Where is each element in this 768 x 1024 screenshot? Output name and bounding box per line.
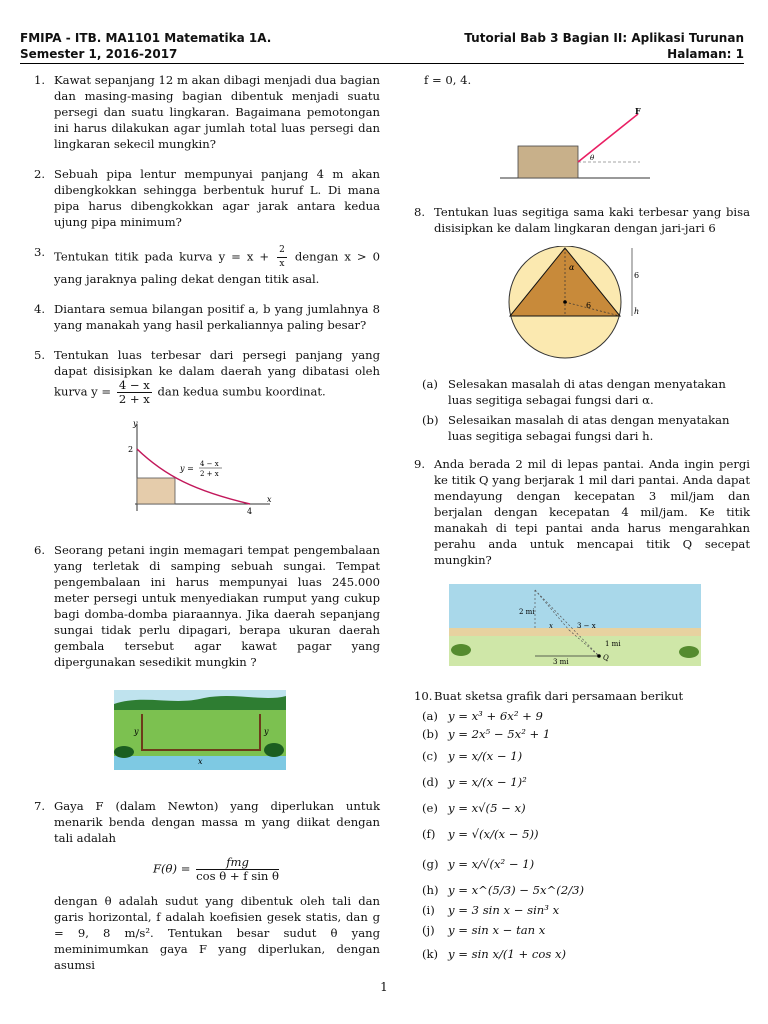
angle-label: α xyxy=(569,263,575,272)
problem-text: dan kedua sumbu koordinat. xyxy=(153,384,326,399)
angle-label: θ xyxy=(590,154,595,162)
distance-label: x xyxy=(549,622,553,630)
equation-item: (i) y = 3 sin x − sin³ x xyxy=(422,903,560,917)
equation-item: (k) y = sin x/(1 + cos x) xyxy=(422,947,567,961)
problem-5 xyxy=(20,347,380,406)
height-label: h xyxy=(634,307,640,316)
point-label: Q xyxy=(603,654,609,662)
problem-text: Seorang petani ingin memagari tempat pengembalaan yang terletak di samping sebuah sungai. Tempat pengembalaan ini harus mempunyai luas 245.000 meter persegi untuk menyediakan rumput yang cukup bagi domba-domba piaraannya. Jika daerah sepanjang sungai tidak perlu dipagari, berapa ukuran daerah gembala tersebut agar kawat pagar yang dipergunakan sesedikit mungkin ? xyxy=(54,543,380,669)
problem-2 xyxy=(20,166,380,230)
tick-label: 4 xyxy=(247,507,253,516)
equation-item: (j) y = sin x − tan x xyxy=(422,923,546,937)
problem-number: 9. xyxy=(414,457,426,471)
fence-side-label: y xyxy=(264,727,269,736)
problem-3 xyxy=(20,244,380,287)
distance-label: 3 mi xyxy=(553,658,569,666)
page-number: 1 xyxy=(380,980,388,994)
problem-text: Tentukan luas terbesar dari persegi panjang yang dapat disisipkan ke dalam daerah yang dibatasi oleh kurva y = xyxy=(54,348,380,399)
tick-label: 2 xyxy=(128,445,134,454)
radius-label: 6 xyxy=(586,301,592,310)
problem-text: dengan θ adalah sudut yang dibentuk oleh tali dan garis horizontal, f adalah koefisien gesek statis, dan g = 9, 8 m/s². Tentukan besar sudut θ yang meminimumkan gaya F yang diperlukan, dengan asumsi xyxy=(54,894,380,972)
header-rule xyxy=(20,63,744,64)
fraction: $\frac{4 - x}{2 + x}$ xyxy=(118,378,150,406)
course-title: FMIPA - ITB. MA1101 Matematika 1A. xyxy=(20,31,272,45)
page-label: Halaman: 1 xyxy=(667,47,744,61)
equation-item: (a) y = x³ + 6x² + 9 xyxy=(422,709,543,723)
shore-figure xyxy=(449,584,701,666)
problem-6 xyxy=(20,542,380,670)
left-column xyxy=(20,72,380,973)
problem-number: 2. xyxy=(34,167,46,181)
problem-number: 8. xyxy=(414,205,426,219)
equation-item: (f) y = √(x/(x − 5)) xyxy=(422,827,539,841)
equation-item: (e) y = x√(5 − x) xyxy=(422,801,526,815)
problem-8a: (a) Selesakan masalah di atas dengan menyatakan luas segitiga sebagai fungsi dari α. xyxy=(422,377,726,407)
equation-item: (d) y = x/(x − 1)² xyxy=(422,775,527,789)
problem-text: dengan x > 0 yang jaraknya paling dekat dengan titik asal. xyxy=(54,249,380,286)
x-axis-label: x xyxy=(267,495,272,504)
problem-number: 4. xyxy=(34,302,46,316)
inscribed-rectangle xyxy=(137,478,175,504)
rope xyxy=(578,114,638,162)
tutorial-title: Tutorial Bab 3 Bagian II: Aplikasi Turunan xyxy=(464,31,744,45)
problem-number: 6. xyxy=(34,543,46,557)
problem-number: 1. xyxy=(34,73,46,87)
problem-number: 7. xyxy=(34,799,46,813)
problem-1 xyxy=(20,72,380,152)
problem-text: Tentukan luas segitiga sama kaki terbesar yang bisa disisipkan ke dalam lingkaran dengan jari-jari 6 xyxy=(434,205,750,235)
page-header xyxy=(20,30,744,64)
y-axis-label: y xyxy=(133,419,138,428)
problem-text: Sebuah pipa lentur mempunyai panjang 4 m akan dibengkokkan sehingga berbentuk huruf L. Di mana pipa harus dibengkokkan agar jarak antara kedua ujung pipa minimum? xyxy=(54,167,380,229)
equation-item: (c) y = x/(x − 1) xyxy=(422,749,523,763)
problem-10 xyxy=(400,688,750,704)
block xyxy=(518,146,578,178)
problem-text: Tentukan titik pada kurva y = x + xyxy=(54,249,276,264)
equation-list xyxy=(400,708,750,962)
right-column xyxy=(400,72,750,962)
distance-label: 3 − x xyxy=(577,622,596,630)
problem-7-cont xyxy=(20,893,380,973)
problem-number: 5. xyxy=(34,348,46,362)
problem-text: Gaya F (dalam Newton) yang diperlukan untuk menarik benda dengan massa m yang diikat dengan tali adalah xyxy=(54,799,380,845)
problem-number: 3. xyxy=(34,245,46,259)
problem-text: Kawat sepanjang 12 m akan dibagi menjadi dua bagian dan masing-masing bagian dibentuk menjadi suatu persegi dan suatu lingkaran. Bagaimana pemotongan ini harus dilakukan agar jumlah total luas persegi dan lingkaran sekecil mungkin? xyxy=(54,73,380,151)
equation-item: (h) y = x^(5/3) − 5x^(2/3) xyxy=(422,883,585,897)
distance-label: 2 mi xyxy=(519,608,535,616)
distance-label: 1 mi xyxy=(605,640,621,648)
fraction: $\frac{2}{x}$ xyxy=(279,245,285,269)
circle-triangle-figure xyxy=(500,246,650,364)
curve-figure xyxy=(125,416,275,516)
radius-label: 6 xyxy=(634,271,640,280)
problem-8b: (b) Selesaikan masalah di atas dengan menyatakan luas segitiga sebagai fungsi dari h. xyxy=(422,413,730,443)
fence-side-label: y xyxy=(134,727,139,736)
fence-front-label: x xyxy=(198,757,203,766)
equation-item: (b) y = 2x⁵ − 5x² + 1 xyxy=(422,727,551,741)
problem-8 xyxy=(400,204,750,236)
force-formula: F(θ) = $\frac{\text{fmg}}{\text{cos θ + f sin θ}}$ xyxy=(152,855,280,883)
problem-7-assumption: f = 0, 4. xyxy=(424,73,472,87)
problem-text: Buat sketsa grafik dari persamaan berikut xyxy=(434,689,684,703)
pasture-figure xyxy=(114,690,286,770)
problem-4 xyxy=(20,301,380,333)
problem-9 xyxy=(400,456,750,568)
curve-label-den: 2 + x xyxy=(200,470,219,478)
semester: Semester 1, 2016-2017 xyxy=(20,47,178,61)
force-figure xyxy=(500,106,650,186)
problem-number: 10. xyxy=(414,689,433,703)
problem-text: Anda berada 2 mil di lepas pantai. Anda ingin pergi ke titik Q yang berjarak 1 mil dari pantai. Anda dapat mendayung dengan kecepatan 3 mil/jam dan berjalan dengan kecepatan 4 mil/jam. Ke titik manakah di tepi pantai anda harus mengarahkan perahu anda untuk mencapai titik Q secepat mungkin? xyxy=(434,457,750,567)
force-label: F xyxy=(635,106,641,116)
equation-item: (g) y = x/√(x² − 1) xyxy=(422,857,535,871)
curve-label: y = xyxy=(180,464,194,473)
problem-7 xyxy=(20,798,380,846)
curve-label-num: 4 − x xyxy=(200,460,219,468)
problem-text: Diantara semua bilangan positif a, b yang jumlahnya 8 yang manakah yang hasil perkaliannya paling besar? xyxy=(54,302,380,332)
